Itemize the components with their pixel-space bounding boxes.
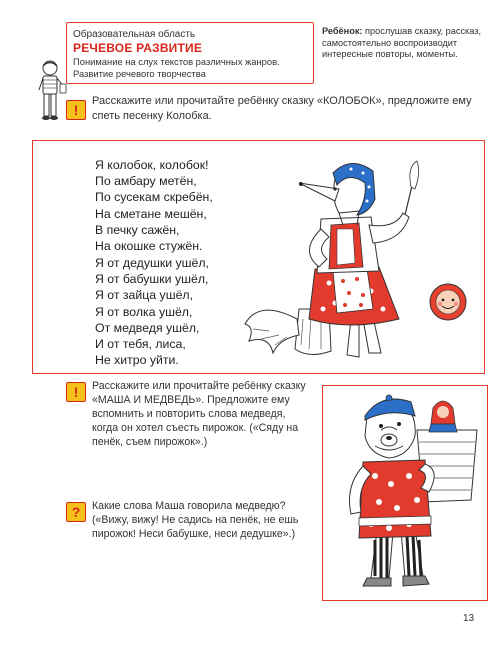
fox-illustration	[239, 159, 419, 369]
masha-question-text: Какие слова Маша говорила медведю? («Вижу, вижу! Не садись на пенёк, не ешь пирожок! Неси бабушке, неси дедушке».)	[92, 500, 299, 540]
child-note	[322, 26, 482, 61]
poem-line: По сусекам скребён,	[95, 190, 213, 205]
poem-stanza-2	[95, 255, 209, 368]
child-note-text: прослушав сказку, рассказ, самостоятельно воспроизводит интересные повторы, моменты.	[322, 26, 482, 59]
kolobok-illustration	[427, 281, 469, 323]
kolobok-poem-frame	[32, 140, 485, 374]
question-icon: ?	[66, 502, 86, 522]
attention-icon: !	[66, 382, 86, 402]
poem-line: Я от дедушки ушёл,	[95, 256, 209, 270]
poem-line: По амбару метён,	[95, 174, 197, 189]
poem-line: И от тебя, лиса,	[95, 337, 186, 352]
bear-illustration-frame	[322, 385, 488, 601]
poem-line: Я от зайца ушёл,	[95, 288, 194, 303]
masha-task-text: Расскажите или прочитайте ребёнку сказку «МАША И МЕДВЕДЬ». Предложите ему вспомнить и повторить слова медведя, когда он хотел съесть пирожок. («Сяду на пенёк, съем пирожок».)	[92, 380, 306, 448]
poem-line: Я от волка ушёл,	[95, 304, 193, 319]
area-description: Понимание на слух текстов различных жанров. Развитие речевого творчества	[73, 56, 280, 79]
poem-line: На сметане мешён,	[95, 206, 207, 221]
poem-line: От медведя ушёл,	[95, 320, 200, 335]
area-title: РЕЧЕВОЕ РАЗВИТИЕ	[73, 41, 203, 55]
poem-line: Я колобок, колобок!	[95, 158, 209, 172]
boy-figure-icon	[34, 58, 70, 124]
child-note-label: Ребёнок:	[322, 26, 363, 36]
poem-line: Я от бабушки ушёл,	[95, 272, 209, 287]
attention-icon: !	[66, 100, 86, 120]
educational-area-box	[66, 22, 314, 84]
poem-stanza-1	[95, 157, 213, 254]
poem-line: Не хитро уйти.	[95, 353, 179, 368]
poem-line: На окошке стужён.	[95, 239, 203, 254]
area-label: Образовательная область	[73, 29, 196, 40]
bear-illustration	[331, 390, 481, 596]
page-number: 13	[463, 613, 475, 624]
intro-text: Расскажите или прочитайте ребёнку сказку «КОЛОБОК», предложите ему спеть песенку Колобка.	[92, 95, 472, 122]
poem-line: В печку сажён,	[95, 222, 180, 237]
